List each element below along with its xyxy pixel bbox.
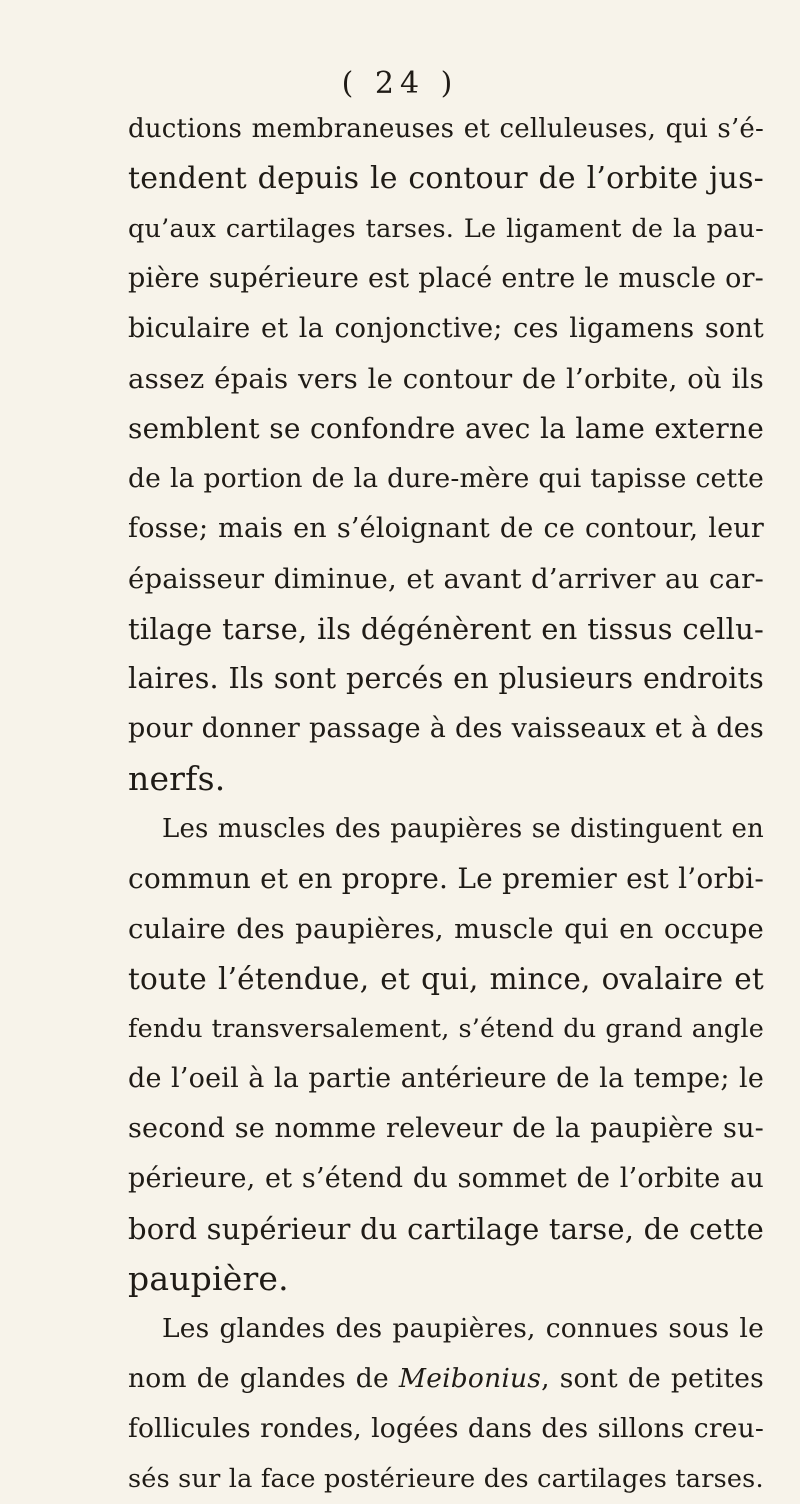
text-line: ductions membraneuses et celluleuses, qui s’é- xyxy=(128,114,764,144)
text-line: second se nomme releveur de la paupière su- xyxy=(128,1113,764,1144)
text-line-with-italic xyxy=(128,1354,764,1404)
text-line: paupière. xyxy=(128,1259,289,1298)
text-line: laires. Ils sont percés en plusieurs endroits xyxy=(128,662,764,695)
text-line: Les muscles des paupières se distinguent en xyxy=(162,814,764,844)
text-line: tendent depuis le contour de l’orbite jus- xyxy=(128,161,764,196)
text-line: pour donner passage à des vaisseaux et à des xyxy=(128,713,764,744)
text-line: biculaire et la conjonctive; ces ligamens sont xyxy=(128,313,764,344)
text-segment: , sont de petites xyxy=(541,1363,764,1394)
page-number: ( 24 ) xyxy=(341,66,459,101)
text-line: semblent se confondre avec la lame externe xyxy=(128,412,764,445)
text-line: qu’aux cartilages tarses. Le ligament de la pau- xyxy=(128,214,764,244)
text-line: de la portion de la dure-mère qui tapisse cette xyxy=(128,463,764,494)
text-line: tilage tarse, ils dégénèrent en tissus cellu- xyxy=(128,612,764,646)
text-line: épaisseur diminue, et avant d’arriver au car- xyxy=(128,563,764,595)
text-line: pière supérieure est placé entre le muscle or- xyxy=(128,263,764,294)
text-line: fendu transversalement, s’étend du grand angle xyxy=(128,1014,764,1044)
text-line: toute l’étendue, et qui, mince, ovalaire et xyxy=(128,962,764,996)
italic-name: Meibonius xyxy=(398,1363,542,1394)
text-line: Les glandes des paupières, connues sous le xyxy=(162,1313,764,1344)
text-line: nerfs. xyxy=(128,759,226,798)
text-line: culaire des paupières, muscle qui en occupe xyxy=(128,913,764,945)
text-line: fosse; mais en s’éloignant de ce contour, leur xyxy=(128,513,764,544)
text-line: de l’oeil à la partie antérieure de la tempe; le xyxy=(128,1063,764,1094)
text-line: commun et en propre. Le premier est l’orbi- xyxy=(128,862,764,895)
text-line: sés sur la face postérieure des cartilages tarses. xyxy=(128,1464,764,1494)
text-line: assez épais vers le contour de l’orbite, où ils xyxy=(128,363,764,395)
text-line: périeure, et s’étend du sommet de l’orbite au xyxy=(128,1163,764,1194)
text-line: bord supérieur du cartilage tarse, de cette xyxy=(128,1212,765,1246)
text-line: follicules rondes, logées dans des sillons creu- xyxy=(128,1413,764,1444)
body-text xyxy=(128,104,764,1504)
text-segment: nom de glandes de xyxy=(128,1363,399,1394)
